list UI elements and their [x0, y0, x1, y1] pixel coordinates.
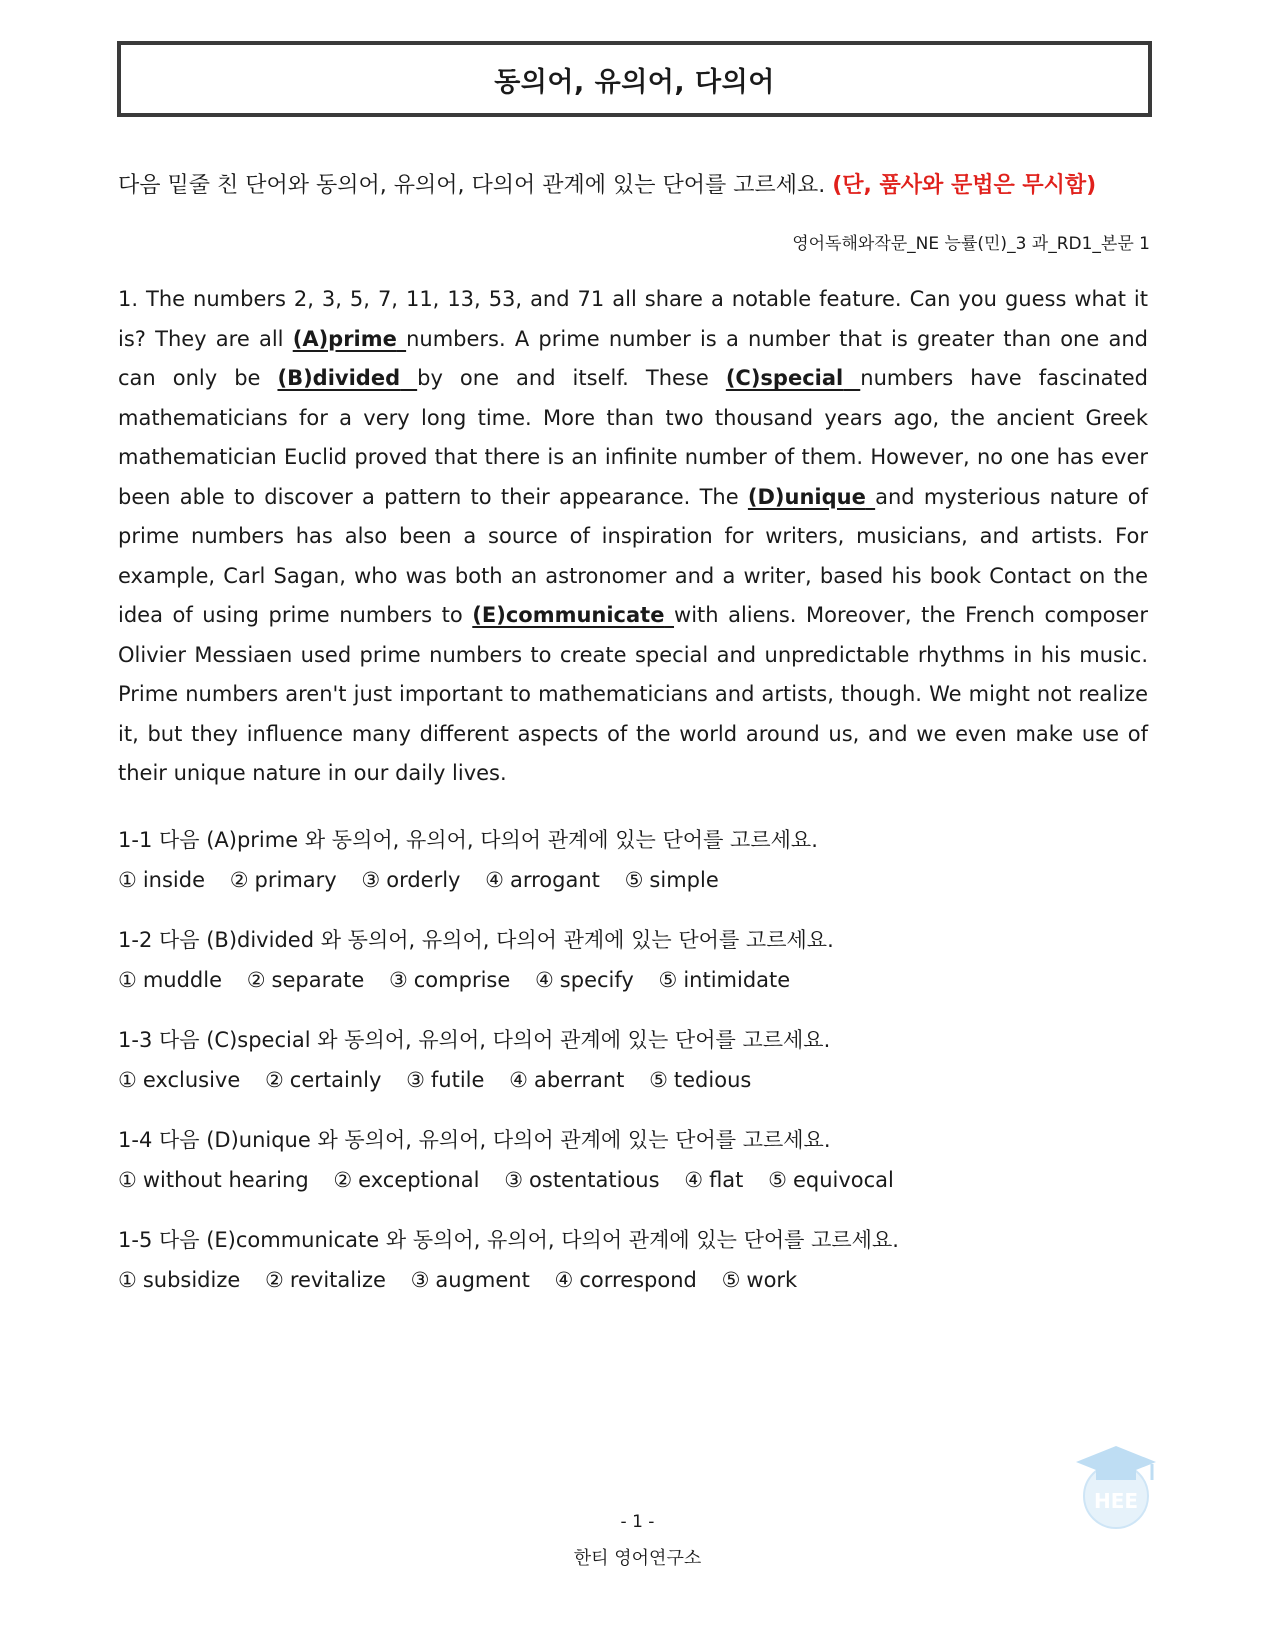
option-1[interactable]: ① exclusive: [118, 1068, 241, 1092]
option-2[interactable]: ② primary: [229, 868, 337, 892]
option-5[interactable]: ⑤ tedious: [649, 1068, 752, 1092]
option-4[interactable]: ④ specify: [534, 968, 634, 992]
question-prompt: 1-4 다음 (D)unique 와 동의어, 유의어, 다의어 관계에 있는 단어를 고르세요.: [118, 1128, 831, 1152]
instruction-text: 다음 밑줄 친 단어와 동의어, 유의어, 다의어 관계에 있는 단어를 고르세요.: [118, 173, 826, 198]
question-prompt: 1-5 다음 (E)communicate 와 동의어, 유의어, 다의어 관계에 있는 단어를 고르세요.: [118, 1228, 899, 1252]
passage-text: numbers have fascinated mathematicians for a very long time. More than two thousand years ago, the ancient Greek mathematician Euclid proved that there is an infinite number of them. However, no one has ever been able to discover a pattern to their appearance. The: [118, 366, 1148, 509]
option-1[interactable]: ① muddle: [118, 968, 223, 992]
option-1[interactable]: ① without hearing: [118, 1168, 309, 1192]
institute-name: 한티 영어연구소: [573, 1548, 702, 1569]
instruction: [118, 168, 1158, 204]
option-list: [118, 1260, 1158, 1300]
option-5[interactable]: ⑤ work: [721, 1268, 798, 1292]
question-1-3: [118, 1020, 1158, 1100]
option-5[interactable]: ⑤ equivocal: [768, 1168, 894, 1192]
option-1[interactable]: ① inside: [118, 868, 205, 892]
passage-text: numbers. A prime number is a number that is greater than one and can only be: [118, 326, 1148, 390]
underlined-word-c: (C)special: [725, 366, 844, 390]
option-3[interactable]: ③ futile: [406, 1068, 485, 1092]
underlined-word-a: (A)prime: [292, 326, 397, 351]
option-5[interactable]: ⑤ simple: [624, 868, 719, 892]
option-2[interactable]: ② certainly: [264, 1068, 382, 1092]
passage-text: by one and itself. These: [417, 366, 726, 390]
passage-text: and mysterious nature of prime numbers has also been a source of inspiration for writers, musicians, and artists. For example, Carl Sagan, who was both an astronomer and a writer, based his book Contact on the idea of using prime numbers to: [118, 484, 1148, 627]
passage-text: 1. The numbers 2, 3, 5, 7, 11, 13, 53, and 71 all share a notable feature. Can you guess what it is? They are all: [118, 287, 1148, 351]
page-number: - 1 -: [620, 1512, 655, 1532]
underlined-word-d: (D)unique: [747, 484, 866, 509]
option-list: [118, 960, 1158, 1000]
option-list: [118, 860, 1158, 900]
svg-text:HEE: HEE: [1093, 1489, 1139, 1513]
question-1-1: [118, 820, 1158, 900]
question-prompt: 1-2 다음 (B)divided 와 동의어, 유의어, 다의어 관계에 있는 단어를 고르세요.: [118, 928, 834, 952]
option-list: [118, 1160, 1158, 1200]
title-box: [117, 41, 1152, 117]
passage: [118, 280, 1148, 794]
question-list: [118, 820, 1158, 1320]
passage-text: with aliens. Moreover, the French composer Olivier Messiaen used prime numbers to create special and unpredictable rhythms in his music. Prime numbers aren't just important to mathematicians and artists, though. We might not realize it, but they influence many different aspects of the world around us, and we even make use of their unique nature in our daily lives.: [118, 603, 1148, 785]
option-4[interactable]: ④ aberrant: [509, 1068, 625, 1092]
underlined-word-e: (E)communicate: [472, 603, 665, 627]
option-3[interactable]: ③ orderly: [361, 868, 461, 892]
option-3[interactable]: ③ comprise: [388, 968, 511, 992]
option-2[interactable]: ② revitalize: [264, 1268, 386, 1292]
instruction-note: (단, 품사와 문법은 무시함): [832, 173, 1097, 198]
option-4[interactable]: ④ flat: [684, 1168, 744, 1192]
option-5[interactable]: ⑤ intimidate: [658, 968, 791, 992]
page-title: 동의어, 유의어, 다의어: [494, 66, 775, 98]
option-2[interactable]: ② separate: [246, 968, 365, 992]
underlined-word-b: (B)divided: [277, 366, 401, 390]
question-1-5: [118, 1220, 1158, 1300]
question-1-2: [118, 920, 1158, 1000]
option-3[interactable]: ③ augment: [410, 1268, 530, 1292]
option-2[interactable]: ② exceptional: [333, 1168, 480, 1192]
option-4[interactable]: ④ arrogant: [485, 868, 600, 892]
question-1-4: [118, 1120, 1158, 1200]
source-label: 영어독해와작문_NE 능률(민)_3 과_RD1_본문 1: [792, 234, 1150, 254]
option-1[interactable]: ① subsidize: [118, 1268, 241, 1292]
option-list: [118, 1060, 1158, 1100]
question-prompt: 1-3 다음 (C)special 와 동의어, 유의어, 다의어 관계에 있는 단어를 고르세요.: [118, 1028, 831, 1052]
question-prompt: 1-1 다음 (A)prime 와 동의어, 유의어, 다의어 관계에 있는 단어를 고르세요.: [118, 828, 818, 852]
option-4[interactable]: ④ correspond: [554, 1268, 697, 1292]
option-3[interactable]: ③ ostentatious: [504, 1168, 660, 1192]
